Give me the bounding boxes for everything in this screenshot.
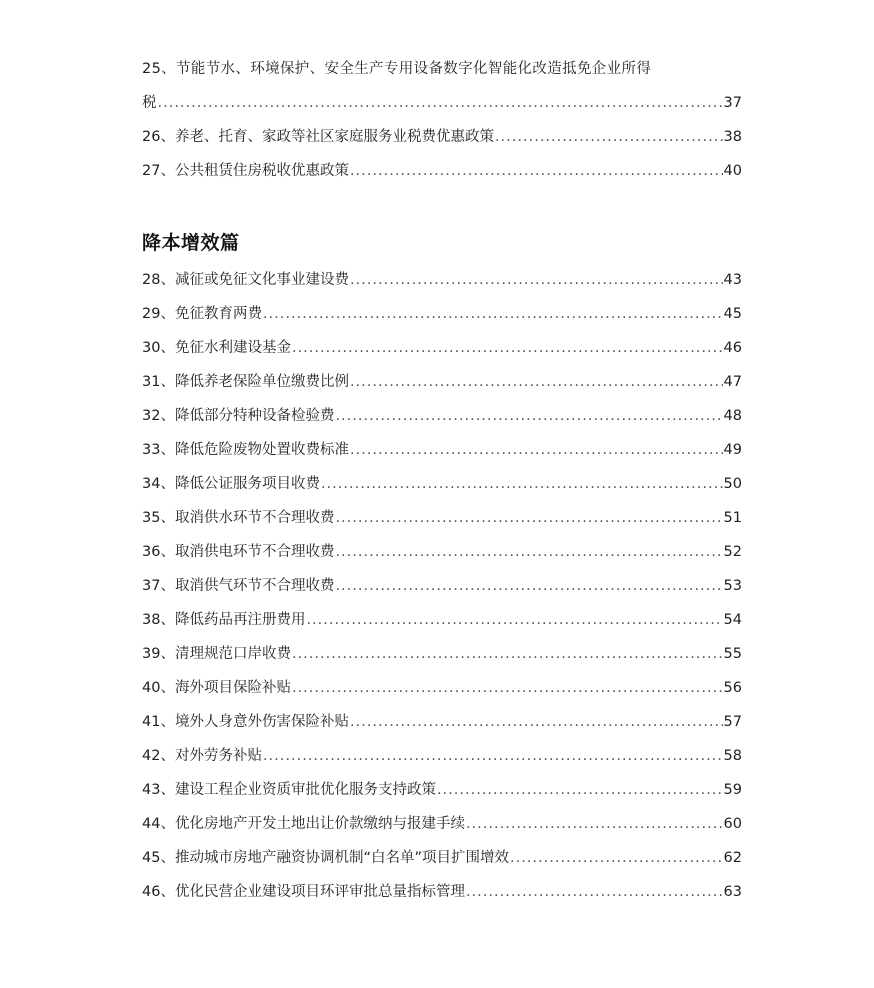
entry-title: 46、优化民营企业建设项目环评审批总量指标管理 bbox=[142, 884, 465, 900]
entry-page-number: 43 bbox=[723, 272, 742, 288]
dot-leader bbox=[437, 773, 723, 807]
entry-title: 28、减征或免征文化事业建设费 bbox=[142, 272, 349, 288]
toc-list bbox=[142, 263, 742, 909]
entry-page-number: 51 bbox=[723, 510, 742, 526]
entry-title: 29、免征教育两费 bbox=[142, 306, 262, 322]
entry-title: 40、海外项目保险补贴 bbox=[142, 680, 291, 696]
entry-title: 39、清理规范口岸收费 bbox=[142, 646, 291, 662]
dot-leader bbox=[335, 501, 722, 535]
entry-title-continued: 税 bbox=[142, 95, 157, 111]
toc-entry[interactable] bbox=[142, 603, 742, 637]
entry-title: 32、降低部分特种设备检验费 bbox=[142, 408, 335, 424]
entry-title: 35、取消供水环节不合理收费 bbox=[142, 510, 335, 526]
dot-leader bbox=[510, 841, 723, 875]
toc-entry[interactable] bbox=[142, 297, 742, 331]
dot-leader bbox=[466, 807, 723, 841]
toc-entry[interactable] bbox=[142, 705, 742, 739]
dot-leader bbox=[350, 705, 723, 739]
entry-page-number: 52 bbox=[723, 544, 742, 560]
entry-continuation bbox=[142, 86, 742, 120]
entry-page-number: 56 bbox=[723, 680, 742, 696]
entry-page-number: 48 bbox=[723, 408, 742, 424]
toc-entry[interactable] bbox=[142, 263, 742, 297]
entry-title: 31、降低养老保险单位缴费比例 bbox=[142, 374, 349, 390]
entry-title: 37、取消供气环节不合理收费 bbox=[142, 578, 335, 594]
entry-page-number: 46 bbox=[723, 340, 742, 356]
toc-entry[interactable] bbox=[142, 773, 742, 807]
dot-leader bbox=[292, 331, 723, 365]
entry-page-number: 58 bbox=[723, 748, 742, 764]
entry-page-number: 37 bbox=[723, 95, 742, 111]
toc-page bbox=[142, 0, 742, 988]
toc-entry[interactable] bbox=[142, 637, 742, 671]
entry-page-number: 60 bbox=[723, 816, 742, 832]
dot-leader bbox=[350, 154, 723, 188]
toc-entry[interactable] bbox=[142, 671, 742, 705]
dot-leader bbox=[350, 433, 723, 467]
section-heading: 降本增效篇 bbox=[142, 232, 240, 254]
toc-list bbox=[142, 52, 742, 188]
dot-leader bbox=[292, 671, 723, 705]
entry-title: 33、降低危险废物处置收费标准 bbox=[142, 442, 349, 458]
dot-leader bbox=[306, 603, 722, 637]
dot-leader bbox=[263, 739, 723, 773]
entry-title: 30、免征水利建设基金 bbox=[142, 340, 291, 356]
entry-title: 34、降低公证服务项目收费 bbox=[142, 476, 320, 492]
dot-leader bbox=[495, 120, 723, 154]
entry-title: 42、对外劳务补贴 bbox=[142, 748, 262, 764]
dot-leader bbox=[350, 263, 723, 297]
entry-page-number: 38 bbox=[723, 129, 742, 145]
toc-entry[interactable] bbox=[142, 433, 742, 467]
entry-page-number: 40 bbox=[723, 163, 742, 179]
toc-entry[interactable] bbox=[142, 52, 742, 120]
toc-section bbox=[142, 229, 742, 909]
entry-title: 25、节能节水、环境保护、安全生产专用设备数字化智能化改造抵免企业所得 bbox=[142, 61, 652, 77]
dot-leader bbox=[292, 637, 723, 671]
entry-title: 43、建设工程企业资质审批优化服务支持政策 bbox=[142, 782, 436, 798]
entry-page-number: 59 bbox=[723, 782, 742, 798]
entry-page-number: 54 bbox=[723, 612, 742, 628]
dot-leader bbox=[321, 467, 723, 501]
toc-entry[interactable] bbox=[142, 875, 742, 909]
toc-entry[interactable] bbox=[142, 331, 742, 365]
entry-title: 45、推动城市房地产融资协调机制“白名单”项目扩围增效 bbox=[142, 850, 509, 866]
entry-page-number: 45 bbox=[723, 306, 742, 322]
toc-group-continued bbox=[142, 52, 742, 188]
entry-page-number: 63 bbox=[723, 884, 742, 900]
dot-leader bbox=[350, 365, 723, 399]
entry-title: 41、境外人身意外伤害保险补贴 bbox=[142, 714, 349, 730]
toc-entry[interactable] bbox=[142, 569, 742, 603]
entry-title: 36、取消供电环节不合理收费 bbox=[142, 544, 335, 560]
toc-entry[interactable] bbox=[142, 841, 742, 875]
entry-page-number: 49 bbox=[723, 442, 742, 458]
dot-leader bbox=[158, 86, 723, 120]
toc-entry[interactable] bbox=[142, 535, 742, 569]
dot-leader bbox=[263, 297, 723, 331]
dot-leader bbox=[335, 569, 722, 603]
toc-entry[interactable] bbox=[142, 399, 742, 433]
toc-entry[interactable] bbox=[142, 467, 742, 501]
entry-title: 26、养老、托育、家政等社区家庭服务业税费优惠政策 bbox=[142, 129, 494, 145]
entry-title: 27、公共租赁住房税收优惠政策 bbox=[142, 163, 349, 179]
entry-page-number: 53 bbox=[723, 578, 742, 594]
toc-entry[interactable] bbox=[142, 154, 742, 188]
entry-title: 38、降低药品再注册费用 bbox=[142, 612, 306, 628]
toc-entry[interactable] bbox=[142, 365, 742, 399]
entry-page-number: 55 bbox=[723, 646, 742, 662]
toc-entry[interactable] bbox=[142, 120, 742, 154]
toc-entry[interactable] bbox=[142, 739, 742, 773]
toc-entry[interactable] bbox=[142, 807, 742, 841]
entry-page-number: 47 bbox=[723, 374, 742, 390]
entry-page-number: 62 bbox=[723, 850, 742, 866]
dot-leader bbox=[335, 535, 722, 569]
entry-title: 44、优化房地产开发土地出让价款缴纳与报建手续 bbox=[142, 816, 465, 832]
dot-leader bbox=[466, 875, 723, 909]
dot-leader bbox=[335, 399, 722, 433]
toc-entry[interactable] bbox=[142, 501, 742, 535]
entry-page-number: 50 bbox=[723, 476, 742, 492]
entry-page-number: 57 bbox=[723, 714, 742, 730]
